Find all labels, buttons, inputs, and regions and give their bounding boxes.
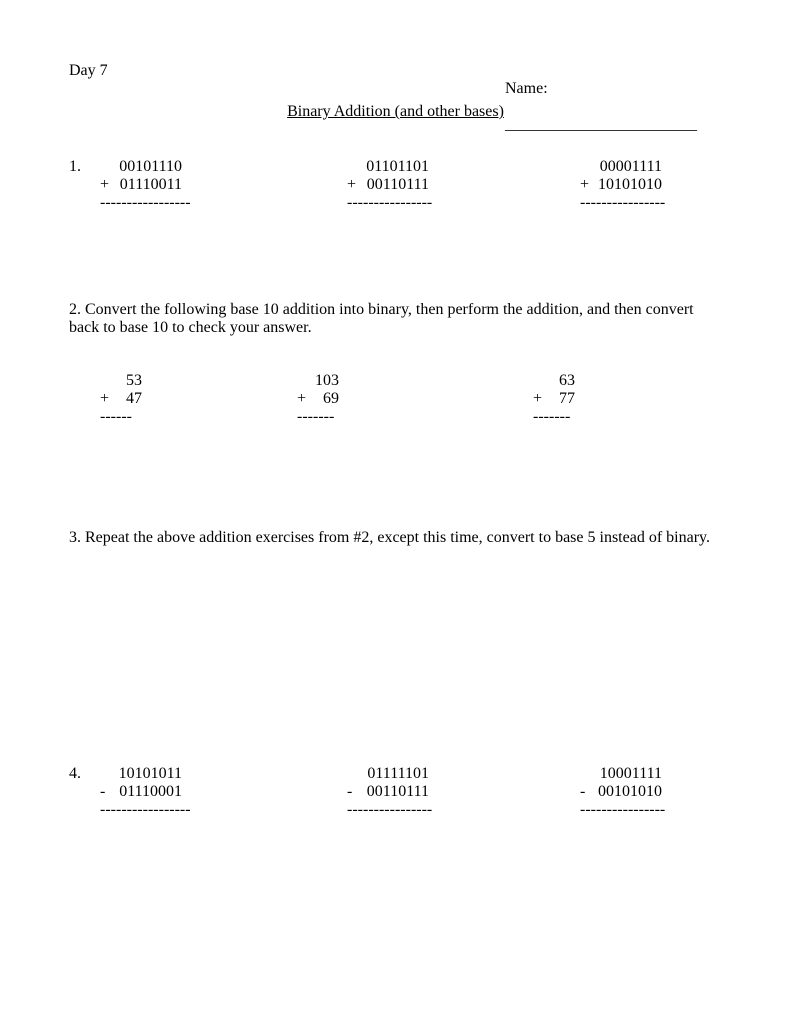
problem2-col1 (100, 372, 142, 426)
problem4-col3 (580, 765, 665, 819)
operator: + (100, 176, 110, 193)
problem1-col3 (580, 158, 665, 212)
answer-line: ------- (533, 408, 571, 425)
addend-top: 53 (126, 372, 142, 389)
subtrahend: 01110001 (119, 783, 182, 800)
operator: - (580, 783, 586, 800)
operator: + (347, 176, 357, 193)
addend-bottom: 69 (323, 390, 339, 407)
operator: - (347, 783, 353, 800)
problem1-number: 1. (69, 158, 81, 175)
problem1-col1 (100, 158, 191, 212)
addend-top: 103 (315, 372, 339, 389)
name-blank: ________________________ (505, 116, 697, 133)
name-label: Name: (505, 80, 548, 97)
problem3-text: 3. Repeat the above addition exercises from #2, except this time, convert to base 5 instead of binary. (69, 529, 710, 546)
answer-line: ----------------- (100, 194, 191, 211)
operator: + (297, 390, 307, 407)
minuend: 01111101 (367, 765, 429, 782)
addend-top: 01101101 (366, 158, 429, 175)
problem2-col3 (533, 372, 575, 426)
problem2-text: 2. Convert the following base 10 addition into binary, then perform the addition, and then convert back to base 10 to check your answer. (69, 301, 694, 336)
answer-line: ---------------- (347, 801, 433, 818)
answer-line: ------- (297, 408, 335, 425)
addend-top: 00001111 (599, 158, 662, 175)
page-title: Binary Addition (and other bases) (287, 103, 504, 120)
problem4-col1 (100, 765, 191, 819)
addend-bottom: 10101010 (598, 176, 662, 193)
operator: + (533, 390, 543, 407)
addend-bottom: 01110011 (119, 176, 182, 193)
problem2-col2 (297, 372, 339, 426)
operator: - (100, 783, 106, 800)
answer-line: ---------------- (580, 194, 666, 211)
addend-bottom: 47 (126, 390, 142, 407)
addend-top: 63 (559, 372, 575, 389)
answer-line: ---------------- (347, 194, 433, 211)
problem1-col2 (347, 158, 432, 212)
operator: + (100, 390, 110, 407)
answer-line: ------ (100, 408, 132, 425)
minuend: 10001111 (599, 765, 662, 782)
subtrahend: 00110111 (366, 783, 429, 800)
addend-bottom: 77 (559, 390, 575, 407)
operator: + (580, 176, 590, 193)
day-label: Day 7 (69, 62, 108, 79)
answer-line: ---------------- (580, 801, 666, 818)
minuend: 10101011 (118, 765, 182, 782)
addend-top: 00101110 (119, 158, 182, 175)
problem4-col2 (347, 765, 432, 819)
subtrahend: 00101010 (598, 783, 662, 800)
answer-line: ----------------- (100, 801, 191, 818)
addend-bottom: 00110111 (366, 176, 429, 193)
problem4-number: 4. (69, 765, 81, 782)
